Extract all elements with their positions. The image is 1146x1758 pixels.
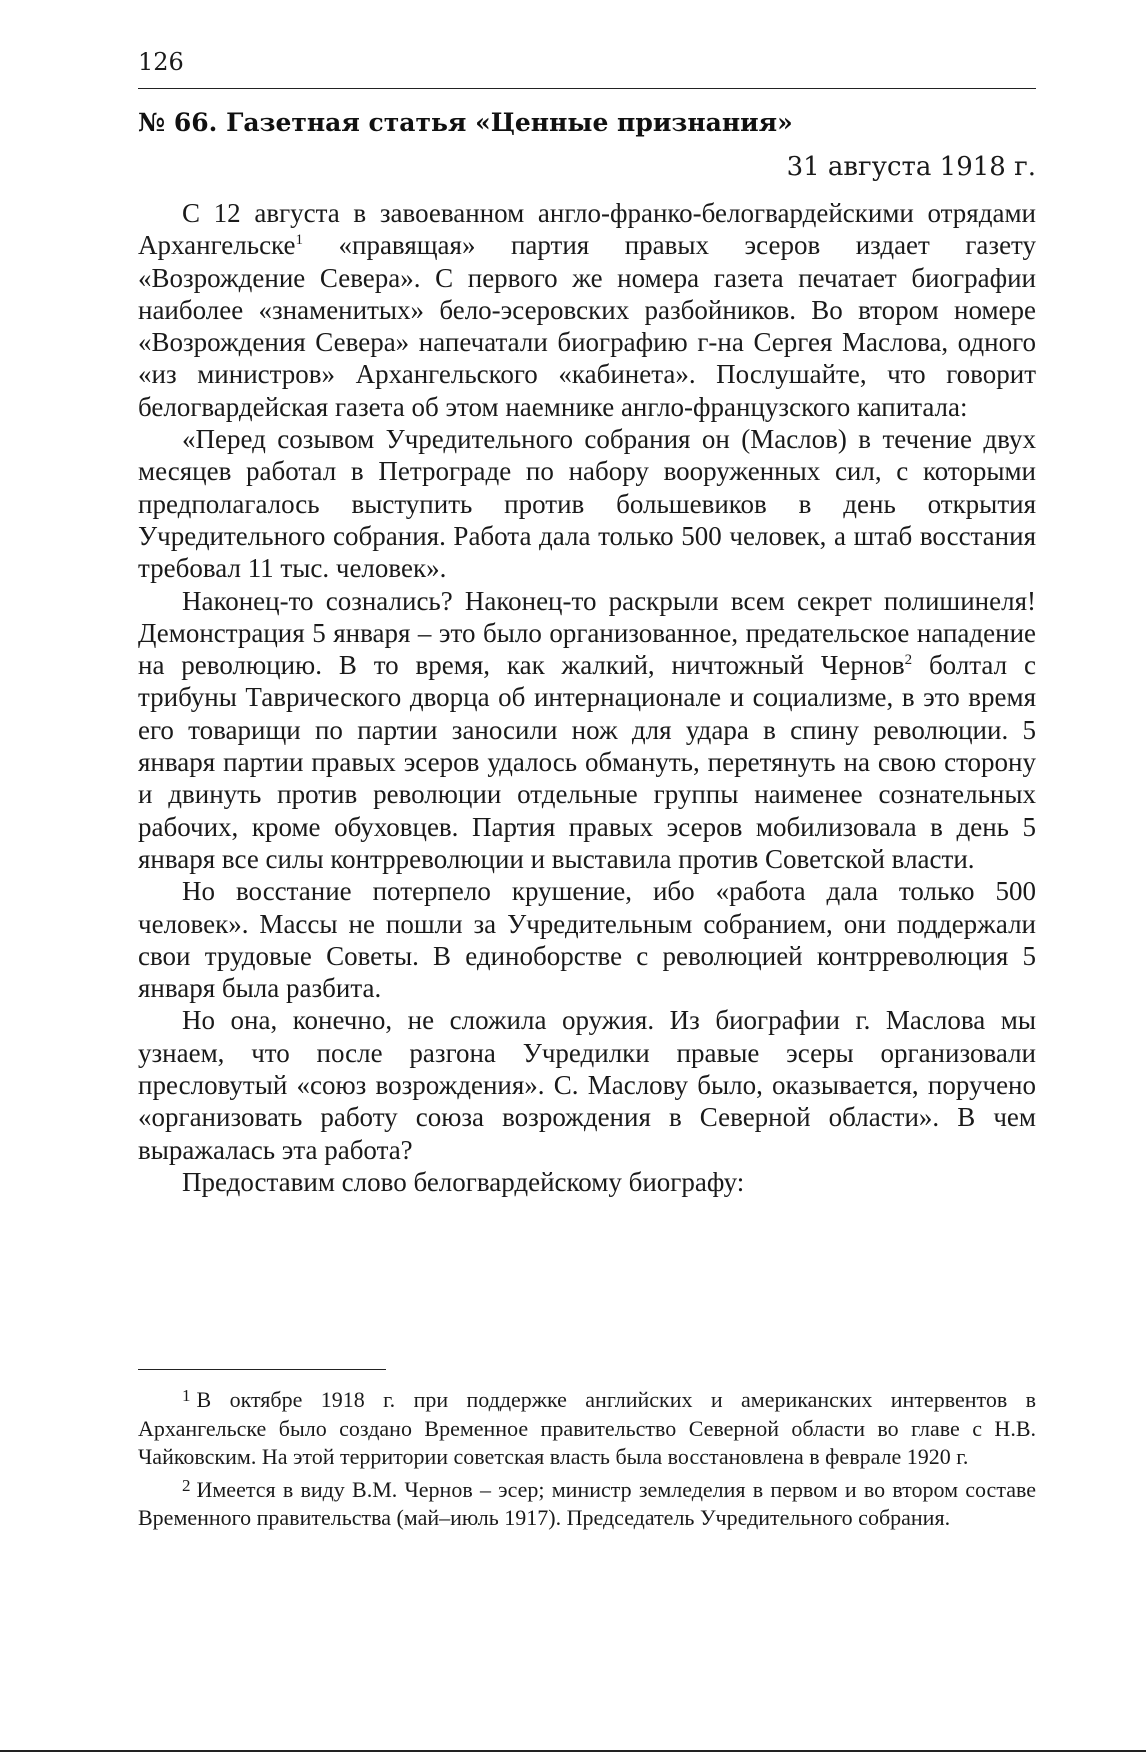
document-date: 31 августа 1918 г. xyxy=(786,152,1036,182)
paragraph-4: Но восстание потерпело крушение, ибо «работа дала только 500 человек». Массы не пошли за Учредительным собранием, они поддержали свои трудовые Советы. В единоборстве с революцией контрреволюция 5 января была разбита. xyxy=(138,876,1036,1004)
page-number: 126 xyxy=(138,48,184,76)
footnote-ref-2: 2 xyxy=(904,652,913,669)
footnote-ref-1: 1 xyxy=(295,232,303,249)
paragraph-3 xyxy=(138,585,1036,876)
paragraph-text: «правящая» партия правых эсеров издает газету «Возрождение Севера». С первого же номера газета печатает биографии наиболее «знаменитых» бело-эсеровских разбойников. Во втором номере «Возрождения Севера» напечатали биографию г-на Сергея Маслова, одного «из министров» Архангельского «кабинета». Послушайте, что говорит белогвардейская газета об этом наемнике англо-французского капитала: xyxy=(138,230,1036,422)
footnote-rule xyxy=(138,1369,386,1370)
paragraph-text: болтал с трибуны Таврического дворца об интернационале и социализме, в это время его товарищи по партии заносили нож для удара в спину революции. 5 января партии правых эсеров удалось обмануть, перетянуть на свою сторону и двинуть против революции отдельные группы наименее сознательных рабочих, кроме обуховцев. Партия правых эсеров мобилизовала в день 5 января все силы контрреволюции и выставила против Советской власти. xyxy=(138,650,1036,874)
page-bottom-edge xyxy=(0,1750,1146,1752)
header-rule xyxy=(138,88,1036,89)
paragraph-2: «Перед созывом Учредительного собрания он (Маслов) в течение двух месяцев работал в Петрограде по набору вооруженных сил, с которыми предполагалось выступить против большевиков в день открытия Учредительного собрания. Работа дала только 500 человек, а штаб восстания требовал 11 тыс. человек». xyxy=(138,424,1036,584)
article-body xyxy=(138,197,1036,1198)
footnote-number: 1 xyxy=(182,1386,191,1405)
footnote-text: Имеется в виду В.М. Чернов – эсер; министр земледелия в первом и во втором составе Временного правительства (май–июль 1917). Председатель Учредительного собрания. xyxy=(138,1476,1036,1531)
paragraph-text: Наконец-то сознались? Наконец-то раскрыли всем секрет полишинеля! Демонстрация 5 января – это было организованное, предательское нападение на революцию. В то время, как жалкий, ничтожный Чернов xyxy=(138,585,1036,681)
paragraph-5: Но она, конечно, не сложила оружия. Из биографии г. Маслова мы узнаем, что после разгона Учредилки правые эсеры организовали пресловутый «союз возрождения». С. Маслову было, оказывается, поручено «организовать работу союза возрождения в Северной области». В чем выражалась эта работа? xyxy=(138,1005,1036,1165)
paragraph-text: С 12 августа в завоеванном англо-франко-белогвардейскими отрядами Архангельске xyxy=(138,198,1036,261)
footnote-1 xyxy=(138,1386,1036,1472)
footnote-text: В октябре 1918 г. при поддержке английских и американских интервентов в Архангельске было создано Временное правительство Северной области во главе с Н.В. Чайковским. На этой территории советская власть была восстановлена в феврале 1920 г. xyxy=(138,1387,1036,1470)
paragraph-1 xyxy=(138,197,1036,423)
footnote-number: 2 xyxy=(182,1475,191,1495)
document-title: № 66. Газетная статья «Ценные признания» xyxy=(138,108,793,137)
footnotes xyxy=(138,1386,1036,1537)
footnote-2 xyxy=(138,1476,1036,1533)
paragraph-6: Предоставим слово белогвардейскому биографу: xyxy=(182,1166,745,1197)
